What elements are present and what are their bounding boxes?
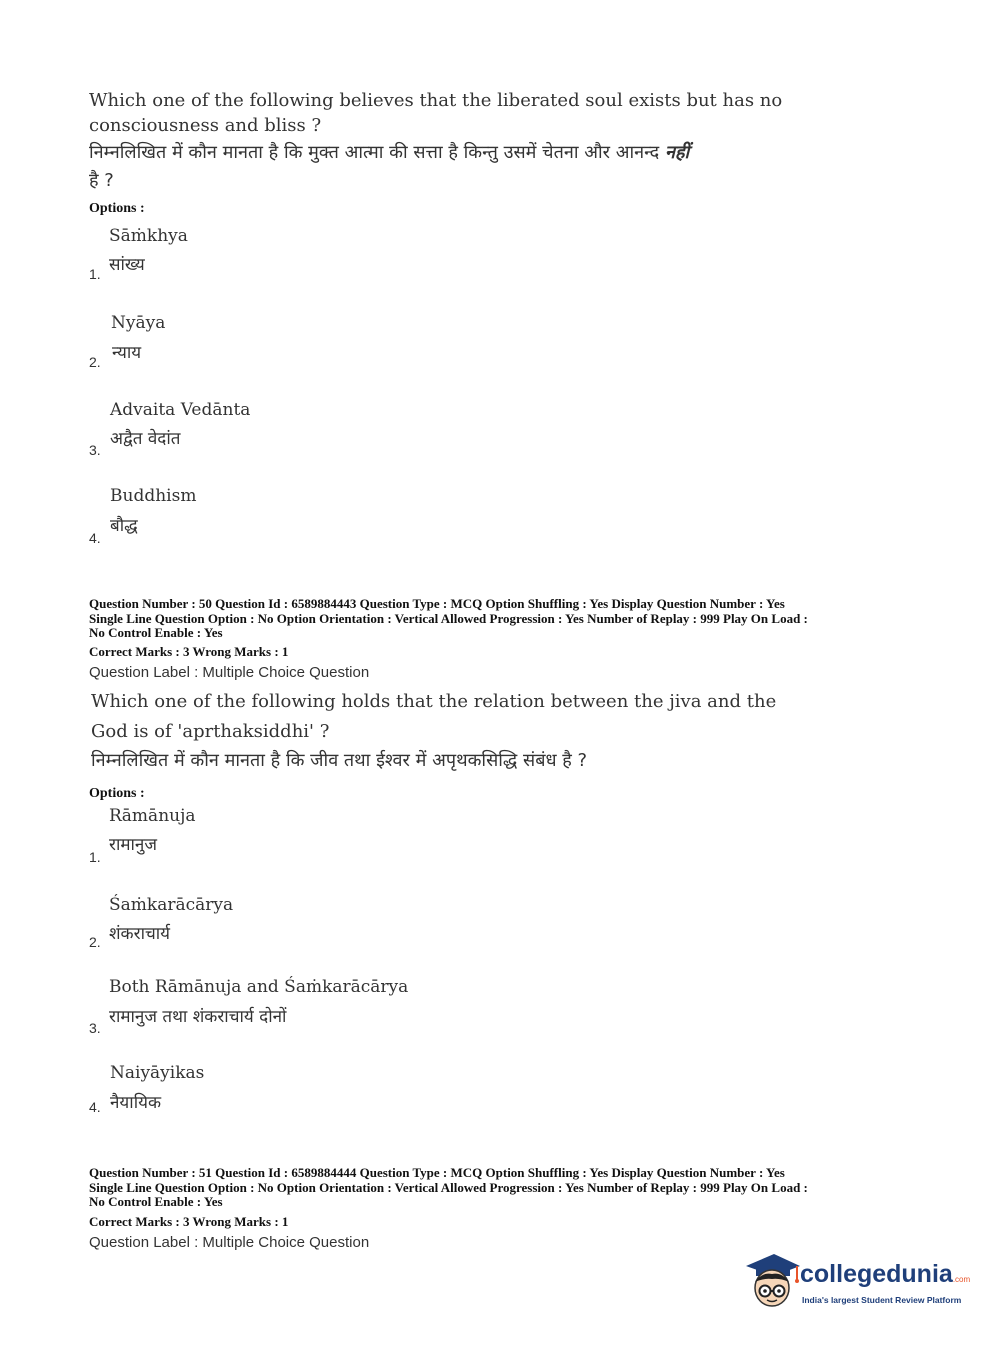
q49-option-3-en: Advaita Vedānta bbox=[110, 400, 251, 420]
q49-option-1-hi: सांख्य bbox=[109, 255, 145, 275]
q50-option-2-number: 2. bbox=[89, 934, 101, 950]
q51-marks: Correct Marks : 3 Wrong Marks : 1 bbox=[89, 1214, 289, 1229]
q49-text-en-line2: consciousness and bliss ? bbox=[89, 115, 322, 136]
q50-option-1-hi: रामानुज bbox=[109, 835, 157, 855]
q50-option-4-en: Naiyāyikas bbox=[110, 1063, 205, 1083]
q50-option-1-number: 1. bbox=[89, 849, 101, 865]
q50-meta-line3: No Control Enable : Yes bbox=[89, 625, 223, 640]
q50-option-4-hi: नैयायिक bbox=[110, 1093, 162, 1113]
q49-options-label: Options : bbox=[89, 201, 145, 216]
q49-option-2-en: Nyāya bbox=[111, 313, 166, 333]
collegedunia-logo bbox=[742, 1248, 972, 1318]
q50-option-1-en: Rāmānuja bbox=[109, 806, 196, 826]
q51-meta-line1: Question Number : 51 Question Id : 6589884444 Question Type : MCQ Option Shuffling : Yes Display Question Number : Yes bbox=[89, 1165, 785, 1180]
logo-brand bbox=[800, 1260, 970, 1289]
logo-tagline: India's largest Student Review Platform bbox=[802, 1295, 962, 1305]
q49-text-hi-emphasis: नहीं bbox=[664, 142, 690, 163]
q50-question-label: Question Label : Multiple Choice Question bbox=[89, 664, 370, 681]
q51-meta-line3: No Control Enable : Yes bbox=[89, 1194, 223, 1209]
q50-text-en-line1: Which one of the following holds that the relation between the jiva and the bbox=[91, 691, 777, 712]
q49-text-hi: निम्नलिखित में कौन मानता है कि मुक्त आत्मा की सत्ता है किन्तु उसमें चेतना और आनन्द bbox=[89, 142, 660, 163]
q49-option-3-hi: अद्वैत वेदांत bbox=[110, 429, 181, 449]
q49-text-hi-line1 bbox=[89, 140, 689, 164]
q50-option-3-en: Both Rāmānuja and Śaṁkarācārya bbox=[109, 977, 409, 997]
q50-option-3-hi: रामानुज तथा शंकराचार्य दोनों bbox=[109, 1007, 287, 1027]
q50-text-en-line2: God is of 'aprthaksiddhi' ? bbox=[91, 721, 330, 742]
q49-option-3-number: 3. bbox=[89, 442, 101, 458]
q49-option-2-hi: न्याय bbox=[112, 343, 142, 363]
q50-option-2-en: Śaṁkarācārya bbox=[109, 895, 234, 915]
q49-option-4-en: Buddhism bbox=[110, 486, 197, 506]
q49-option-1-en: Sāṁkhya bbox=[109, 226, 188, 246]
q50-option-4-number: 4. bbox=[89, 1099, 101, 1115]
q49-option-4-number: 4. bbox=[89, 530, 101, 546]
q50-options-label: Options : bbox=[89, 786, 145, 801]
q49-text-en-line1: Which one of the following believes that the liberated soul exists but has no bbox=[89, 90, 783, 111]
q50-option-3-number: 3. bbox=[89, 1020, 101, 1036]
q49-option-4-hi: बौद्ध bbox=[110, 516, 138, 536]
q50-meta-line2: Single Line Question Option : No Option Orientation : Vertical Allowed Progression : Yes Number of Replay : 999 Play On Load : bbox=[89, 610, 808, 626]
q50-text-hi: निम्नलिखित में कौन मानता है कि जीव तथा ईश्वर में अपृथकसिद्धि संबंध है ? bbox=[91, 750, 588, 771]
q51-meta-line2: Single Line Question Option : No Option Orientation : Vertical Allowed Progression : Yes Number of Replay : 999 Play On Load : bbox=[89, 1179, 808, 1195]
mascot-icon bbox=[742, 1248, 802, 1310]
q49-option-2-number: 2. bbox=[89, 354, 101, 370]
q49-text-hi-line2: है ? bbox=[89, 170, 114, 191]
logo-brand-text: collegedunia bbox=[800, 1260, 953, 1288]
q51-question-label: Question Label : Multiple Choice Question bbox=[89, 1234, 370, 1251]
q50-option-2-hi: शंकराचार्य bbox=[109, 924, 171, 944]
q50-meta-line1: Question Number : 50 Question Id : 6589884443 Question Type : MCQ Option Shuffling : Yes Display Question Number : Yes bbox=[89, 596, 785, 611]
logo-suffix: .com bbox=[952, 1275, 971, 1284]
q49-option-1-number: 1. bbox=[89, 266, 101, 282]
q50-marks: Correct Marks : 3 Wrong Marks : 1 bbox=[89, 644, 289, 659]
